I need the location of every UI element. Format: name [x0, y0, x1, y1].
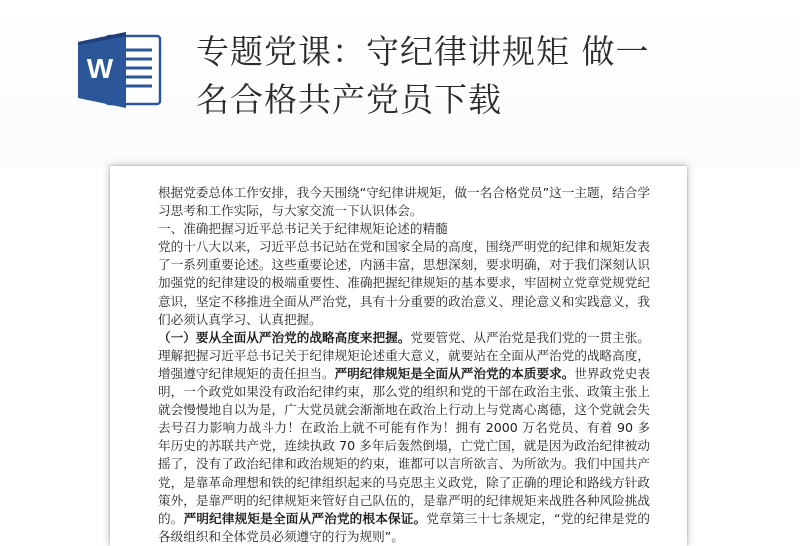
point1-paragraph — [158, 329, 650, 546]
page-title — [196, 28, 756, 124]
word-icon-letter: W — [86, 53, 114, 84]
document-page — [110, 166, 687, 546]
point1-bold-c: 严明纪律规矩是全面从严治党的根本保证。 — [183, 510, 427, 526]
section1-heading: 一、准确把握习近平总书记关于纪律规矩论述的精髓 — [158, 221, 448, 237]
point1-text-b: 世界政党史表明，一个政党如果没有政治纪律约束，那么党的组织和党的干部在政治主张、政策主张上就会慢慢地自以为是，广大党员就会渐渐地在政治上行动上与党离心离德，这个党就会失去号召力影响力战斗力！在政治上就不可能有作为！拥有 2000 万名党员、有着 90 多年历史的苏联共产党，连续执政 70 多年后轰然倒塌，亡党亡国，就是因为政治纪律被动摇了，没有了政治纪律和政治规矩的约束，谁都可以言所欲言、为所欲为。我们中国共产党，是靠革命理想和铁的纪律组织起来的马克思主义政党，除了正确的理论和路线方针政策外，是靠严明的纪律规矩来管好自己队伍的，是靠严明的纪律规矩来战胜各种风险挑战的。 — [158, 365, 651, 526]
point1-heading: （一）要从全面从严治党的战略高度来把握。 — [158, 329, 411, 345]
page-title-line1: 专题党课：守纪律讲规矩 做一 — [196, 32, 650, 71]
point1-bold-b: 严明纪律规矩是全面从严治党的本质要求。 — [334, 365, 575, 381]
point1-text-c: 党章第三十七条规定，“党的纪律是党的各级组织和全体党员必须遵守的行为规则”。 — [158, 510, 651, 544]
intro-paragraph: 根据党委总体工作安排，我今天围绕“守纪律讲规矩，做一名合格党员”这一主题，结合学习思考和工作实际，与大家交流一下认识体会。 — [158, 185, 650, 219]
page-title-line2: 名合格共产党员下载 — [196, 80, 502, 119]
section1-paragraph: 党的十八大以来，习近平总书记站在党和国家全局的高度，围绕严明党的纪律和规矩发表了一系列重要论述。这些重要论述，内涵丰富，思想深刻，要求明确，对于我们深刻认识加强党的纪律建设的极端重要性、准确把握纪律规矩的基本要求，牢固树立党章党规党纪意识，坚定不移推进全面从严治党，具有十分重要的政治意义、理论意义和实践意义，我们必须认真学习、认真把握。 — [158, 239, 650, 327]
point1-text-a: 党要管党、从严治党是我们党的一贯主张。理解把握习近平总书记关于纪律规矩论述重大意义，就要站在全面从严治党的战略高度，增强遵守纪律规矩的责任担当。 — [158, 329, 651, 381]
word-icon — [76, 30, 166, 110]
document-body — [158, 184, 650, 546]
